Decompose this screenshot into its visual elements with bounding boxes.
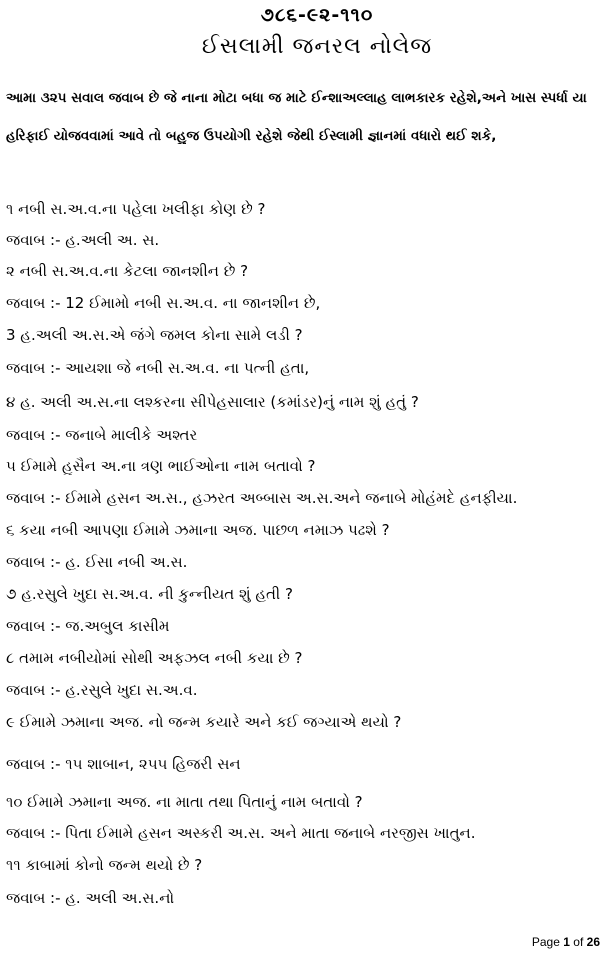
answer-1: જવાબ :- હ.અલી અ. સ.	[6, 231, 160, 249]
answer-3: જવાબ :- આયશા જે નબી સ.અ.વ. ના પત્ની હતા,	[6, 359, 310, 377]
of-word: of	[573, 935, 584, 949]
answer-2: જવાબ :- 12 ઈમામો નબી સ.અ.વ. ના જાનશીન છે,	[6, 294, 321, 312]
answer-8: જવાબ :- હ.રસુલે ખુદા સ.અ.વ.	[6, 681, 198, 699]
question-6: ૬ કયા નબી આપણા ઈમામે ઝમાના અજ. પાછળ નમાઝ પઢશે ?	[6, 521, 390, 539]
question-4: ૪ હ. અલી અ.સ.ના લશ્કરના સીપેહસાલાર (કમાંડર)નું નામ શું હતું ?	[6, 393, 419, 411]
document-code-heading: ૭૮૬-૯૨-૧૧૦	[260, 4, 374, 26]
question-5: ૫ ઈમામે હુસૈન અ.ના ત્રણ ભાઈઓના નામ બતાવો ?	[6, 457, 316, 475]
answer-6: જવાબ :- હ. ઈસા નબી અ.સ.	[6, 553, 188, 571]
question-7: ૭ હ.રસુલે ખુદા સ.અ.વ. ની કુન્નીયત શું હતી ?	[6, 585, 293, 603]
question-11: ૧૧ કાબામાં કોનો જન્મ થયો છે ?	[6, 856, 203, 874]
current-page-number: 1	[563, 935, 570, 949]
question-1: ૧ નબી સ.અ.વ.ના પહેલા ખલીફા કોણ છે ?	[6, 200, 266, 218]
answer-10: જવાબ :- પિતા ઈમામે હસન અસ્કરી અ.સ. અને માતા જનાબે નરજીસ ખાતુન.	[6, 824, 476, 842]
page-word: Page	[531, 935, 560, 949]
document-title: ઈસલામી જનરલ નોલેજ	[201, 34, 433, 59]
answer-5: જવાબ :- ઈમામે હસન અ.સ., હઝરત અબ્બાસ અ.સ.અને જનાબે મોહંમદે હનફીયા.	[6, 489, 518, 507]
answer-9: જવાબ :- ૧૫ શાબાન, ૨૫૫ હિજરી સન	[6, 755, 241, 773]
page-number-footer	[532, 935, 600, 949]
answer-7: જવાબ :- જ.અબુલ કાસીમ	[6, 617, 170, 635]
answer-4: જવાબ :- જનાબે માલીકે અશ્તર	[6, 426, 198, 444]
question-2: ૨ નબી સ.અ.વ.ના કેટલા જાનશીન છે ?	[6, 262, 249, 280]
question-10: ૧૦ ઈમામે ઝમાના અજ. ના માતા તથા પિતાનું નામ બતાવો ?	[6, 793, 363, 811]
answer-11: જવાબ :- હ. અલી અ.સ.નો	[6, 889, 175, 907]
total-page-count: 26	[586, 935, 600, 949]
intro-line-1: આમા ૩૨૫ સવાલ જવાબ છે જે નાના મોટા બધા જ માટે ઈન્શાઅલ્લાહ લાભકારક રહેશે,અને ખાસ સ્પર્ધા યા	[6, 90, 587, 106]
question-9: ૯ ઈમામે ઝમાના અજ. નો જન્મ કયારે અને કઈ જગ્યાએ થયો ?	[6, 713, 402, 731]
intro-line-2: હરિફાઈ યોજવવામાં આવે તો બહુજ ઉપયોગી રહેશે જેથી ઈસ્લામી જ્ઞાનમાં વધારો થઈ શકે,	[6, 128, 497, 144]
question-3: 3 હ.અલી અ.સ.એ જંગે જમલ કોના સામે લડી ?	[6, 326, 303, 344]
question-8: ૮ તમામ નબીયોમાં સોથી અફઝલ નબી કયા છે ?	[6, 649, 303, 667]
